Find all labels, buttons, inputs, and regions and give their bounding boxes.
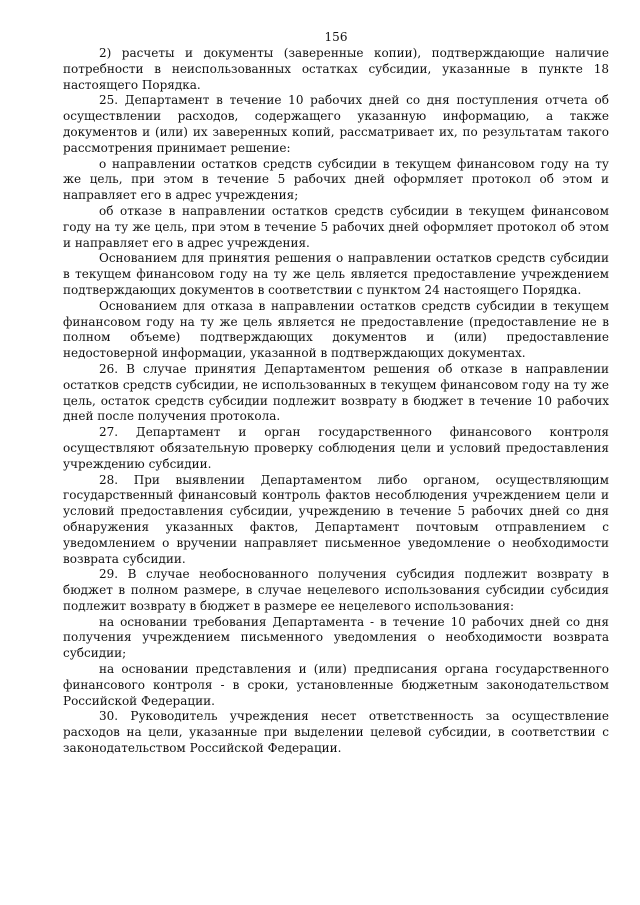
- paragraph-decision-approve: о направлении остатков средств субсидии в текущем финансовом году на ту же цель, при этом в течение 5 рабочих дней оформляет протокол об этом и направляет его в адрес учреждения;: [63, 156, 609, 203]
- paragraph-clause-26: 26. В случае принятия Департаментом решения об отказе в направлении остатков средств субсидии, не использованных в текущем финансовом году на ту же цель, остаток средств субсидии подлежит возврату в бюджет в течение 10 рабочих дней после получения протокола.: [63, 361, 609, 424]
- paragraph-return-by-order: на основании представления и (или) предписания органа государственного финансового контроля - в сроки, установленные бюджетным законодательством Российской Федерации.: [63, 662, 609, 708]
- paragraph-decision-refuse: об отказе в направлении остатков средств субсидии в текущем финансовом году на ту же цель, при этом в течение 5 рабочих дней оформляет протокол об этом и направляет его в адрес учреждения.: [63, 203, 609, 250]
- page-number: 156: [324, 30, 348, 44]
- paragraph-grounds-refuse: Основанием для отказа в направлении остатков средств субсидии в текущем финансовом году на ту же цель является не предоставление (предоставление не в полном объеме) подтверждающих документов и (или) предоставление недостоверной информации, указанной в подтверждающих документах.: [63, 298, 609, 361]
- paragraph-clause-30: 30. Руководитель учреждения несет ответственность за осуществление расходов на цели, указанные при выделении целевой субсидии, в соответствии с законодательством Российской Федерации.: [63, 709, 609, 756]
- paragraph-clause-25: 25. Департамент в течение 10 рабочих дней со дня поступления отчета об осуществлении расходов, содержащего указанную информацию, а также документов и (или) их заверенных копий, рассматривает их, по результатам такого рассмотрения принимает решение:: [63, 93, 609, 155]
- paragraph-return-by-requirement: на основании требования Департамента - в течение 10 рабочих дней со дня получения учреждением письменного уведомления о необходимости возврата субсидии;: [63, 614, 609, 661]
- paragraph-clause-27: 27. Департамент и орган государственного финансового контроля осуществляют обязательную проверку соблюдения цели и условий предоставления учреждению субсидии.: [63, 425, 609, 471]
- paragraph-clause-29: 29. В случае необоснованного получения субсидия подлежит возврату в бюджет в полном размере, в случае нецелевого использования субсидии субсидия подлежит возврату в бюджет в размере ее нецелевого использования:: [63, 567, 609, 613]
- paragraph-clause-28: 28. При выявлении Департаментом либо органом, осуществляющим государственный финансовый контроль фактов несоблюдения учреждением цели и условий предоставления субсидии, учреждению в течение 5 рабочих дней со дня обнаружения указанных фактов, Департамент почтовым отправлением с уведомлением о вручении направляет письменное уведомление о необходимости возврата субсидии.: [63, 472, 609, 566]
- paragraph-grounds-approve: Основанием для принятия решения о направлении остатков средств субсидии в текущем финансовом году на ту же цель является предоставление учреждением подтверждающих документов в соответствии с пунктом 24 настоящего Порядка.: [63, 251, 609, 297]
- paragraph-item-2: 2) расчеты и документы (заверенные копии), подтверждающие наличие потребности в неиспользованных остатках субсидии, указанные в пункте 18 настоящего Порядка.: [63, 46, 609, 92]
- document-page: [63, 30, 609, 757]
